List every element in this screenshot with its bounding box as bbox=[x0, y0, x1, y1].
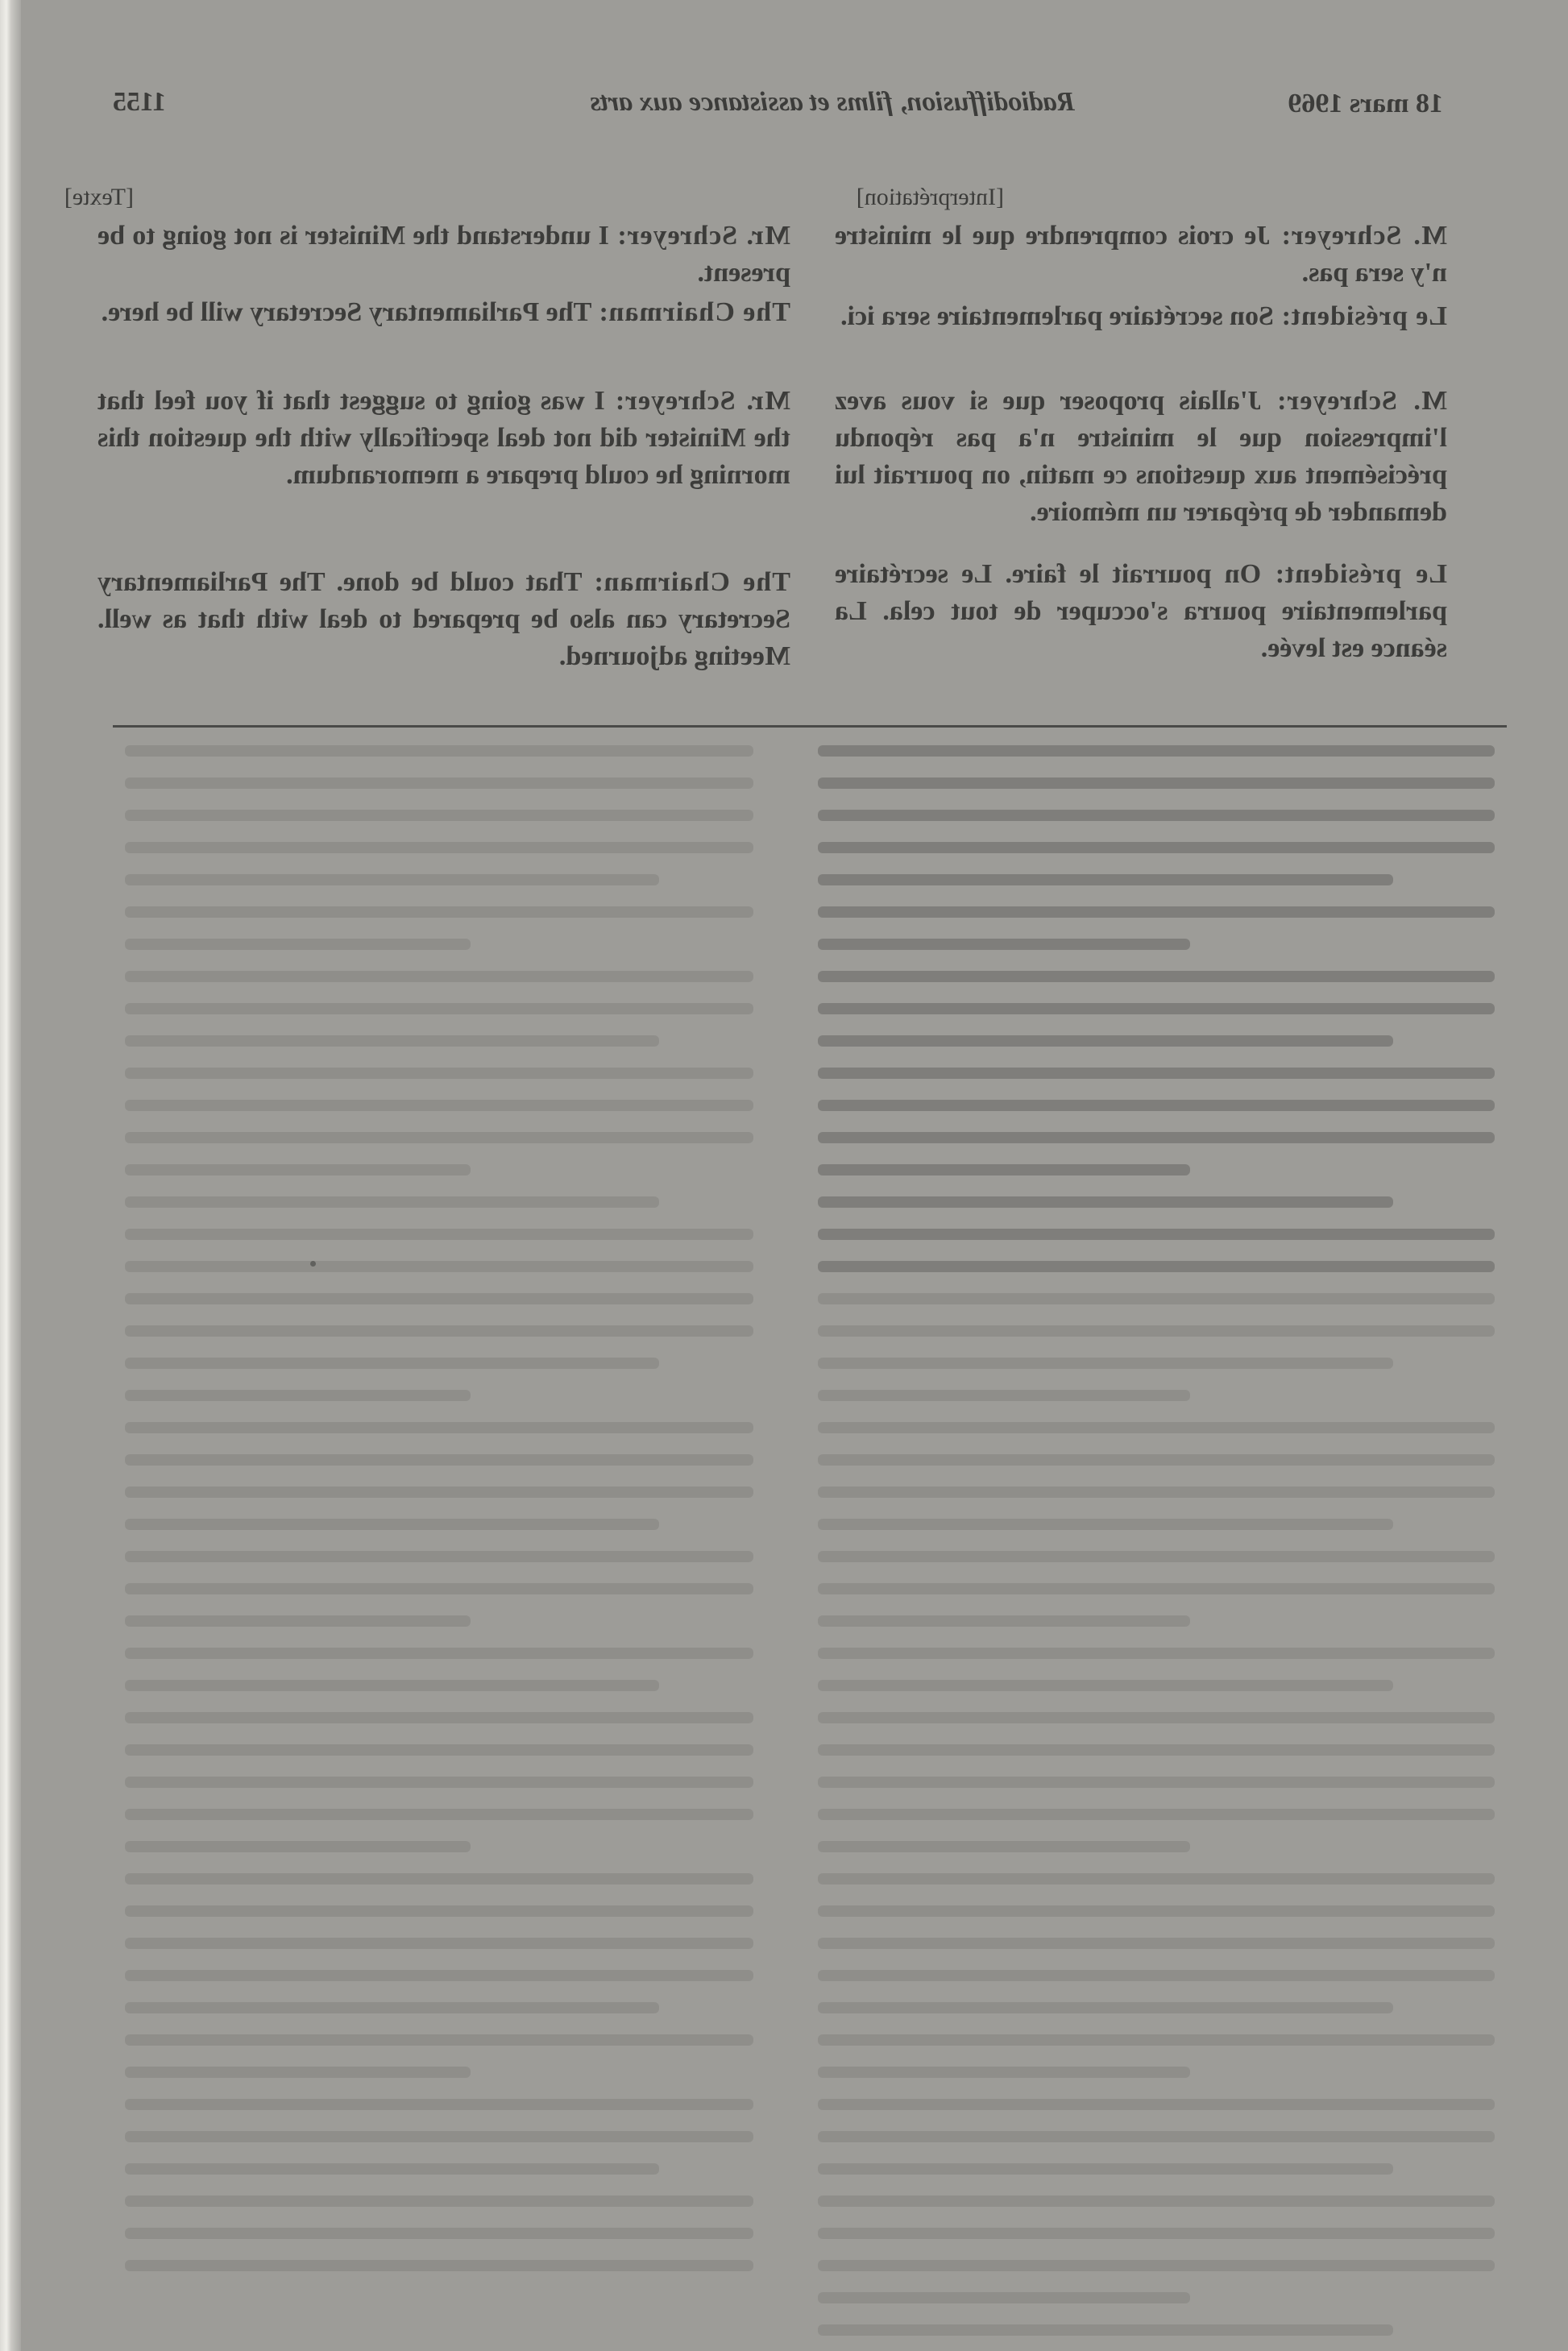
faint-text-line bbox=[125, 2228, 753, 2239]
paragraph-en-3 bbox=[97, 383, 790, 494]
faint-text-line bbox=[125, 1744, 753, 1756]
faint-text-line bbox=[125, 1970, 753, 1981]
faint-text-line bbox=[818, 1873, 1495, 1885]
speaker: Mr. Schreyer: bbox=[614, 386, 790, 416]
faint-text-line bbox=[818, 1486, 1495, 1498]
faint-text-line bbox=[125, 1035, 659, 1047]
faint-text-line bbox=[818, 1809, 1495, 1820]
faint-text-line bbox=[818, 810, 1495, 821]
faint-text-line bbox=[818, 1261, 1495, 1272]
running-header-title: Radiodiffusion, films et assistance aux arts bbox=[589, 87, 1075, 117]
paragraph-en-2 bbox=[97, 294, 790, 331]
paragraph-fr-1 bbox=[835, 218, 1447, 292]
faint-text-line bbox=[818, 1196, 1393, 1208]
faint-text-line bbox=[125, 842, 753, 853]
faint-text-line bbox=[818, 1744, 1495, 1756]
bleed-through-text bbox=[0, 0, 1568, 725]
faint-text-line bbox=[818, 1680, 1393, 1691]
speaker: Le président: bbox=[1274, 559, 1447, 589]
faint-text-line bbox=[125, 1777, 753, 1788]
faint-text-line bbox=[818, 1390, 1190, 1401]
faint-text-line bbox=[818, 1293, 1495, 1304]
paragraph-fr-2 bbox=[835, 298, 1447, 335]
paragraph-en-1 bbox=[97, 218, 790, 292]
paragraph-fr-3 bbox=[835, 383, 1447, 531]
faint-text-line bbox=[125, 1680, 659, 1691]
faint-text-line bbox=[818, 1615, 1190, 1627]
speaker: Mr. Schreyer: bbox=[616, 221, 790, 251]
ink-speck bbox=[310, 1261, 316, 1267]
faint-text-line bbox=[125, 745, 753, 757]
faint-text-line bbox=[125, 2196, 753, 2207]
faint-text-line bbox=[818, 842, 1495, 853]
faint-text-line bbox=[125, 1358, 659, 1369]
faint-text-line bbox=[818, 1712, 1495, 1723]
faint-text-line bbox=[818, 2163, 1393, 2175]
faint-text-line bbox=[125, 1615, 471, 1627]
faint-text-line bbox=[818, 1841, 1190, 1852]
faint-text-line bbox=[818, 1648, 1495, 1659]
speech: Je crois comprendre que le ministre n'y sera pas. bbox=[835, 221, 1447, 288]
faint-text-line bbox=[125, 1809, 753, 1820]
faint-text-line bbox=[125, 1551, 753, 1562]
paragraph-fr-4 bbox=[835, 556, 1447, 667]
faint-text-line bbox=[125, 2099, 753, 2110]
faint-text-line bbox=[818, 1035, 1393, 1047]
faint-text-line bbox=[125, 1325, 753, 1337]
speech: I was going to suggest that if you feel that the Minister did not deal specifically with the question this morning he could prepare a memorandum. bbox=[97, 386, 790, 490]
faint-text-line bbox=[125, 1390, 471, 1401]
faint-text-line bbox=[125, 1164, 471, 1176]
faint-text-line bbox=[125, 939, 471, 950]
faint-text-line bbox=[818, 2131, 1495, 2142]
faint-text-line bbox=[125, 2002, 659, 2013]
faint-text-line bbox=[125, 1486, 753, 1498]
column-tag-french: [Interprétation] bbox=[856, 184, 1004, 210]
faint-text-line bbox=[125, 1261, 753, 1272]
faint-text-line bbox=[818, 1325, 1495, 1337]
speech: That could be done. The Parliamentary Secretary can also be prepared to deal with that as well. Meeting adjourned. bbox=[97, 567, 790, 671]
faint-text-line bbox=[125, 1841, 471, 1852]
faint-text-line bbox=[818, 939, 1190, 950]
faint-text-line bbox=[125, 1583, 753, 1594]
faint-text-line bbox=[818, 1164, 1190, 1176]
faint-text-line bbox=[818, 2034, 1495, 2046]
section-divider bbox=[113, 725, 1507, 728]
running-header-date: 18 mars 1969 bbox=[1288, 89, 1443, 118]
faint-text-line bbox=[125, 2163, 659, 2175]
faint-text-line bbox=[818, 1970, 1495, 1981]
faint-text-line bbox=[818, 2002, 1393, 2013]
faint-text-line bbox=[125, 1132, 753, 1143]
faint-text-line bbox=[125, 1003, 753, 1014]
faint-text-line bbox=[818, 2324, 1393, 2336]
faint-text-line bbox=[818, 2196, 1495, 2207]
speaker: The Chairman: bbox=[598, 297, 790, 327]
faint-text-line bbox=[125, 1068, 753, 1079]
faint-text-line bbox=[818, 2067, 1190, 2078]
faint-text-line bbox=[125, 1519, 659, 1530]
faint-text-line bbox=[818, 1068, 1495, 1079]
faint-text-line bbox=[818, 1777, 1495, 1788]
faint-text-line bbox=[818, 906, 1495, 918]
faint-text-line bbox=[818, 2099, 1495, 2110]
faint-text-line bbox=[125, 1648, 753, 1659]
faint-text-line bbox=[125, 1938, 753, 1949]
faint-text-line bbox=[818, 1229, 1495, 1240]
faint-text-line bbox=[818, 1551, 1495, 1562]
faint-text-line bbox=[818, 1583, 1495, 1594]
faint-text-line bbox=[818, 1003, 1495, 1014]
faint-text-line bbox=[818, 745, 1495, 757]
faint-text-line bbox=[125, 1229, 753, 1240]
faint-text-line bbox=[818, 2228, 1495, 2239]
speaker: Le président: bbox=[1280, 301, 1447, 331]
faint-text-line bbox=[818, 2292, 1190, 2303]
speaker: M. Schreyer: bbox=[1280, 221, 1447, 251]
faint-text-line bbox=[125, 2260, 753, 2271]
faint-text-line bbox=[125, 906, 753, 918]
column-tag-english: [Texte] bbox=[64, 184, 134, 210]
faint-text-line bbox=[125, 1712, 753, 1723]
faint-text-line bbox=[125, 1196, 659, 1208]
faint-text-line bbox=[125, 971, 753, 982]
speaker: The Chairman: bbox=[593, 567, 790, 597]
faint-text-line bbox=[818, 2260, 1495, 2271]
faint-text-line bbox=[125, 810, 753, 821]
faint-text-line bbox=[125, 1454, 753, 1466]
faint-text-line bbox=[125, 2034, 753, 2046]
faint-text-line bbox=[125, 1293, 753, 1304]
speech: Son secrétaire parlementaire sera ici. bbox=[840, 301, 1274, 331]
speech: On pourrait le faire. Le secrétaire parlementaire pourra s'occuper de tout cela. La séance est levée. bbox=[834, 559, 1447, 663]
faint-text-line bbox=[818, 1905, 1495, 1917]
faint-text-line bbox=[818, 874, 1393, 885]
faint-text-line bbox=[818, 1422, 1495, 1433]
faint-text-line bbox=[818, 1519, 1393, 1530]
faint-text-line bbox=[818, 1358, 1393, 1369]
speech: The Parliamentary Secretary will be here. bbox=[101, 297, 592, 327]
speaker: M. Schreyer: bbox=[1276, 386, 1447, 416]
faint-text-line bbox=[125, 874, 659, 885]
faint-text-line bbox=[818, 777, 1495, 789]
speech: J'allais proposer que si vous avez l'impression que le ministre n'a pas répondu précisément aux questions ce matin, on pourrait lui demander de préparer un mémoire. bbox=[835, 386, 1447, 527]
faint-text-line bbox=[125, 1873, 753, 1885]
faint-text-line bbox=[818, 1454, 1495, 1466]
faint-text-line bbox=[818, 1938, 1495, 1949]
faint-text-line bbox=[125, 1422, 753, 1433]
speech: I understand the Minister is not going to be present. bbox=[97, 221, 790, 288]
faint-text-line bbox=[125, 2067, 471, 2078]
faint-text-line bbox=[125, 1100, 753, 1111]
paragraph-en-4 bbox=[97, 564, 790, 675]
faint-text-line bbox=[818, 1100, 1495, 1111]
faint-text-line bbox=[125, 1905, 753, 1917]
faint-text-line bbox=[125, 777, 753, 789]
faint-text-line bbox=[125, 2131, 753, 2142]
faint-text-line bbox=[818, 1132, 1495, 1143]
faint-text-line bbox=[818, 971, 1495, 982]
page-number: 1155 bbox=[112, 87, 166, 117]
